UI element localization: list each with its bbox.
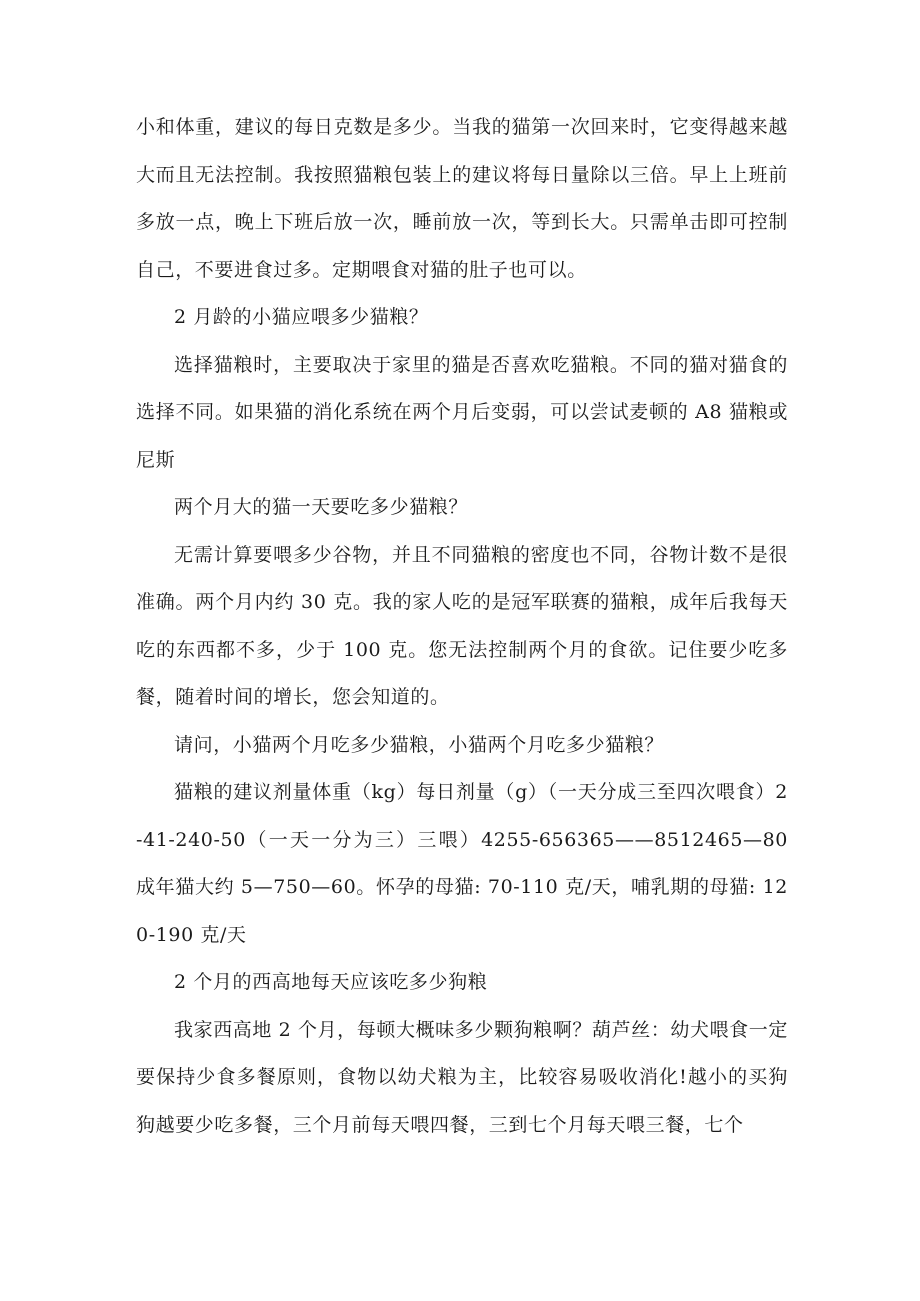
paragraph-dosage-table: 猫粮的建议剂量体重（kg）每日剂量（g）（一天分成三至四次喂食）2-41-240-50（一天一分为三）三喂）4255-656365——8512465—80 成年猫大约 5—750—60。怀孕的母猫: 70-110 克/天，哺乳期的母猫: 120-190 克/天 — [136, 781, 788, 946]
paragraph-no-need-to-count: 无需计算要喂多少谷物，并且不同猫粮的密度也不同，谷物计数不是很准确。两个月内约 30 克。我的家人吃的是冠军联赛的猫粮，成年后我每天吃的东西都不多，少于 100 克。您无法控制两个月的食欲。记住要少吃多餐，随着时间的增长，您会知道的。 — [136, 543, 788, 708]
heading-question: 请问，小猫两个月吃多少猫粮，小猫两个月吃多少猫粮？ — [174, 733, 665, 756]
document-body — [136, 104, 788, 1149]
heading-2-month-kitten-food: 2 月龄的小猫应喂多少猫粮？ — [174, 306, 429, 328]
paragraph-feeding-schedule: 小和体重，建议的每日克数是多少。当我的猫第一次回来时，它变得越来越大而且无法控制。我按照猫粮包装上的建议将每日量除以三倍。早上上班前多放一点，晚上下班后放一次，睡前放一次，等到长大。只需单击即可控制自己，不要进食过多。定期喂食对猫的肚子也可以。 — [136, 116, 788, 281]
heading-westie-dog-food: 2 个月的西高地每天应该吃多少狗粮 — [174, 971, 488, 993]
paragraph-choosing-cat-food: 选择猫粮时，主要取决于家里的猫是否喜欢吃猫粮。不同的猫对猫食的选择不同。如果猫的消化系统在两个月后变弱，可以尝试麦顿的 A8 猫粮或尼斯 — [136, 353, 788, 471]
paragraph-westie-feeding: 我家西高地 2 个月，每顿大概味多少颗狗粮啊？葫芦丝：幼犬喂食一定要保持少食多餐原则，食物以幼犬粮为主，比较容易吸收消化!越小的买狗狗越要少吃多餐，三个月前每天喂四餐，三到七个月每天喂三餐，七个 — [136, 1018, 788, 1136]
heading-daily-amount: 两个月大的猫一天要吃多少猫粮？ — [174, 496, 469, 518]
